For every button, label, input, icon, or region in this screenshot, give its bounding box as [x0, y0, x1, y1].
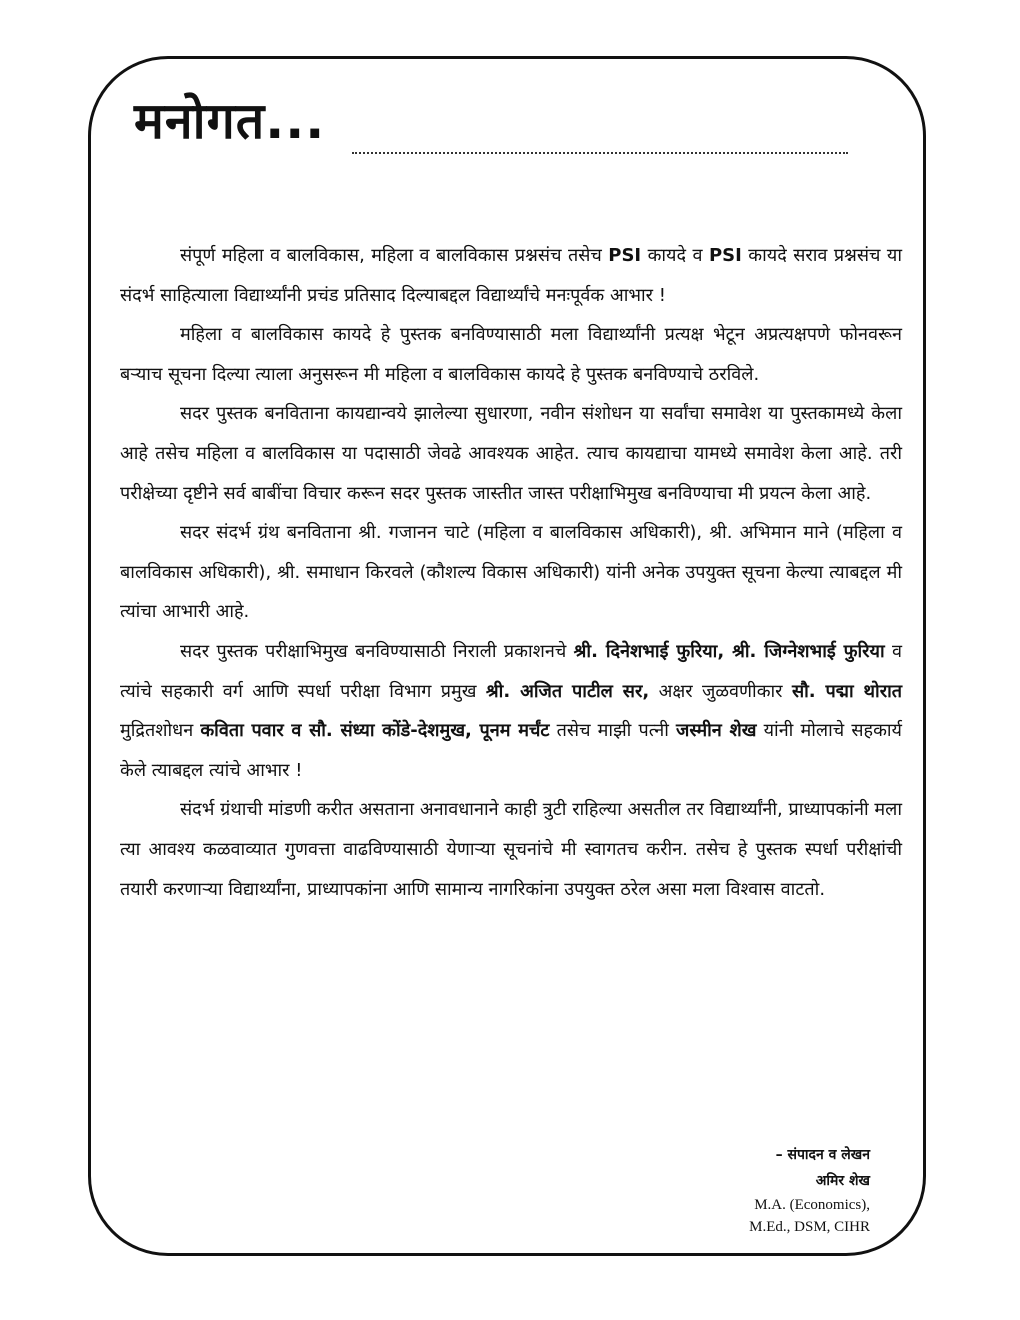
bold-text: PSI	[708, 245, 742, 266]
paragraph	[120, 315, 902, 394]
text-run: संदर्भ ग्रंथाची मांडणी करीत असताना अनावधानाने काही त्रुटी राहिल्या असतील तर विद्यार्थ्यांनी, प्राध्यापकांनी मला त्या आवश्य कळवाव्यात गुणवत्ता वाढविण्यासाठी येणाऱ्या सूचनांचे मी स्वागतच करीन. तसेच हे पुस्तक स्पर्धा परीक्षांची तयारी करणाऱ्या विद्यार्थ्यांना, प्राध्यापकांना आणि सामान्य नागरिकांना उपयुक्त ठरेल असा मला विश्वास वाटतो.	[120, 799, 902, 900]
bold-text: श्री. अजित पाटील सर,	[485, 680, 650, 702]
bold-text: श्री. दिनेशभाई फुरिया, श्री. जिग्नेशभाई फुरिया	[573, 640, 885, 662]
text-run: अक्षर जुळवणीकार	[649, 680, 792, 702]
signature-role: – संपादन व लेखन	[775, 1147, 870, 1163]
heading-dotted-leader	[352, 152, 848, 154]
signature-qualification-1: M.A. (Economics),	[754, 1197, 870, 1213]
text-run: मुद्रितशोधन	[120, 720, 201, 742]
page-heading: मनोगत...	[134, 92, 326, 150]
paragraph	[120, 632, 902, 790]
signature-block	[749, 1142, 870, 1238]
bold-text: PSI	[608, 245, 642, 266]
text-run: संपूर्ण महिला व बालविकास, महिला व बालविकास प्रश्नसंच तसेच	[180, 245, 609, 266]
text-run: कायदे सराव प्रश्नसंच या संदर्भ साहित्याला विद्यार्थ्यांनी प्रचंड प्रतिसाद दिल्याबद्दल विद्यार्थ्यांचे मनःपूर्वक आभार !	[120, 245, 902, 306]
bold-text: सौ. पद्मा थोरात	[791, 680, 902, 702]
paragraph	[120, 790, 902, 909]
text-run: तसेच माझी पत्नी	[549, 720, 677, 742]
bold-text: जस्मीन शेख	[676, 720, 757, 742]
text-run: महिला व बालविकास कायदे हे पुस्तक बनविण्यासाठी मला विद्यार्थ्यांनी प्रत्यक्ष भेटून अप्रत्यक्षपणे फोनवरून बऱ्याच सूचना दिल्या त्याला अनुसरून मी महिला व बालविकास कायदे हे पुस्तक बनविण्याचे ठरविले.	[120, 324, 902, 385]
text-run: सदर पुस्तक बनविताना कायद्यान्वये झालेल्या सुधारणा, नवीन संशोधन या सर्वांचा समावेश या पुस्तकामध्ये केला आहे तसेच महिला व बालविकास या पदासाठी जेवढे आवश्यक आहेत. त्याच कायद्याचा यामध्ये समावेश केला आहे. तरी परीक्षेच्या दृष्टीने सर्व बाबींचा विचार करून सदर पुस्तक जास्तीत जास्त परीक्षाभिमुख बनविण्याचा मी प्रयत्न केला आहे.	[120, 403, 902, 504]
text-run: सदर संदर्भ ग्रंथ बनविताना श्री. गजानन चाटे (महिला व बालविकास अधिकारी), श्री. अभिमान माने (महिला व बालविकास अधिकारी), श्री. समाधान किरवले (कौशल्य विकास अधिकारी) यांनी अनेक उपयुक्त सूचना केल्या त्याबद्दल मी त्यांचा आभारी आहे.	[120, 522, 902, 623]
text-run: व त्यांचे सहकारी वर्ग आणि स्पर्धा परीक्षा विभाग प्रमुख	[120, 640, 902, 702]
bold-text: कविता पवार व सौ. संध्या कोंडे-देशमुख, पूनम मर्चंट	[200, 720, 550, 742]
text-run: कायदे व	[641, 245, 709, 266]
paragraph	[120, 236, 902, 315]
text-run: सदर पुस्तक परीक्षाभिमुख बनविण्यासाठी निराली प्रकाशनचे	[180, 640, 574, 662]
body-text	[120, 236, 902, 909]
text-run: यांनी मोलाचे सहकार्य केले त्याबद्दल त्यांचे आभार !	[120, 720, 902, 781]
signature-name: अमिर शेख	[815, 1173, 870, 1189]
paragraph	[120, 513, 902, 632]
paragraph	[120, 394, 902, 513]
signature-qualification-2: M.Ed., DSM, CIHR	[749, 1219, 870, 1235]
